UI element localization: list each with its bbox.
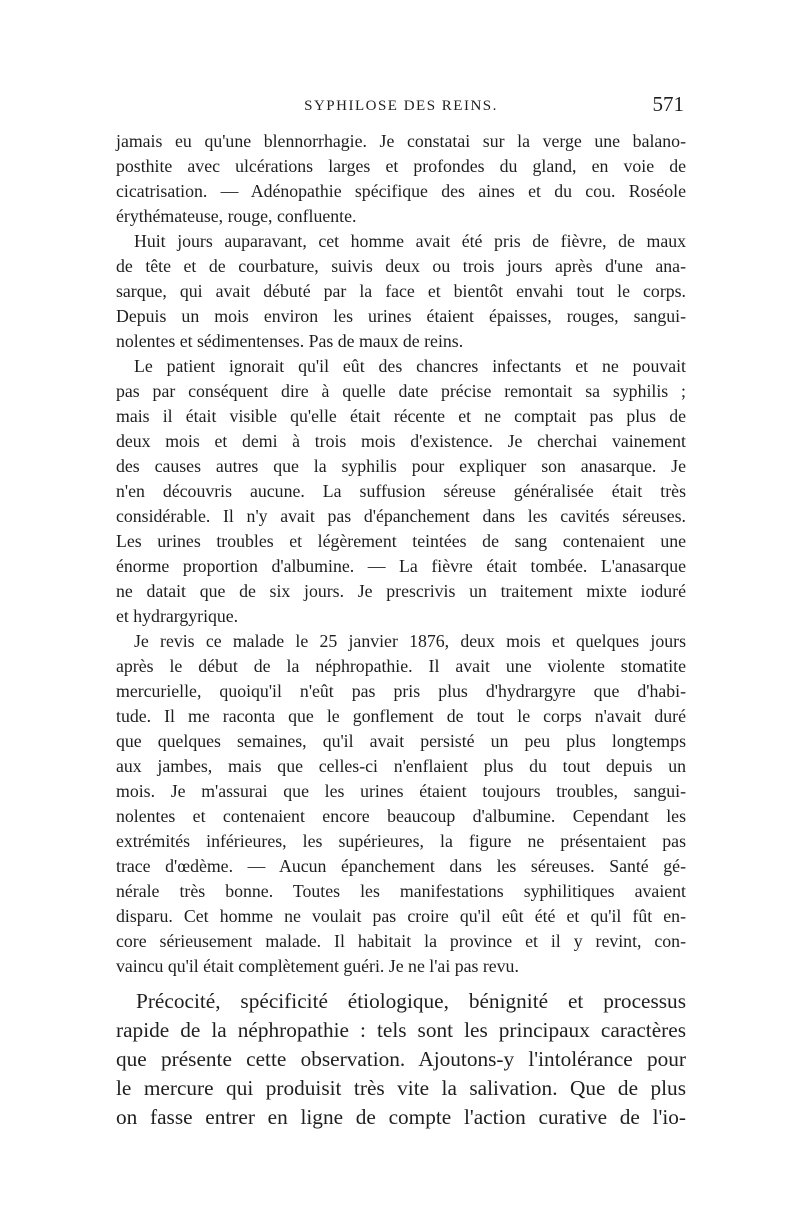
text-line: on fasse entrer en ligne de compte l'action curative de l'io- <box>116 1105 686 1129</box>
text-line: n'en découvris aucune. La suffusion séreuse généralisée était très <box>116 481 686 501</box>
text-line: considérable. Il n'y avait pas d'épanchement dans les cavités séreuses. <box>116 506 686 526</box>
text-line: après le début de la néphropathie. Il avait une violente stomatite <box>116 656 686 676</box>
text-line: Les urines troubles et légèrement teintées de sang contenaient une <box>116 531 686 551</box>
text-line: Depuis un mois environ les urines étaient épaisses, rouges, sangui- <box>116 306 686 326</box>
running-head <box>116 92 686 122</box>
text-line: deux mois et demi à trois mois d'existence. Je cherchai vainement <box>116 431 686 451</box>
text-line: posthite avec ulcérations larges et profondes du gland, en voie de <box>116 156 686 176</box>
text-line: cicatrisation. — Adénopathie spécifique des aines et du cou. Roséole <box>116 181 686 201</box>
text-line: aux jambes, mais que celles-ci n'enflaient plus du tout depuis un <box>116 756 686 776</box>
text-line: pas par conséquent dire à quelle date précise remontait sa syphilis ; <box>116 381 686 401</box>
text-line: jamais eu qu'une blennorrhagie. Je constatai sur la verge une balano- <box>116 131 686 151</box>
text-line: Le patient ignorait qu'il eût des chancres infectants et ne pouvait <box>134 356 686 376</box>
text-line: de tête et de courbature, suivis deux ou trois jours après d'une ana- <box>116 256 686 276</box>
text-line: Précocité, spécificité étiologique, bénignité et processus <box>136 989 686 1013</box>
text-line: le mercure qui produisit très vite la salivation. Que de plus <box>116 1076 686 1100</box>
text-line: énorme proportion d'albumine. — La fièvre était tombée. L'anasarque <box>116 556 686 576</box>
text-line: vaincu qu'il était complètement guéri. Je ne l'ai pas revu. <box>116 956 519 976</box>
text-line: mais il était visible qu'elle était récente et ne comptait pas plus de <box>116 406 686 426</box>
text-line: sarque, qui avait débuté par la face et bientôt envahi tout le corps. <box>116 281 686 301</box>
page-number: 571 <box>652 92 684 116</box>
text-line: et hydrargyrique. <box>116 606 239 626</box>
text-line: que présente cette observation. Ajoutons-y l'intolérance pour <box>116 1047 686 1071</box>
text-line: core sérieusement malade. Il habitait la province et il y revint, con- <box>116 931 686 951</box>
text-line: trace d'œdème. — Aucun épanchement dans les séreuses. Santé gé- <box>116 856 686 876</box>
text-line: disparu. Cet homme ne voulait pas croire qu'il eût été et qu'il fût en- <box>116 906 686 926</box>
text-line: extrémités inférieures, les supérieures, la figure ne présentaient pas <box>116 831 686 851</box>
text-line: mois. Je m'assurai que les urines étaient toujours troubles, sangui- <box>116 781 686 801</box>
text-line: rapide de la néphropathie : tels sont les principaux caractères <box>116 1018 686 1042</box>
text-line: tude. Il me raconta que le gonflement de tout le corps n'avait duré <box>116 706 686 726</box>
text-line: ne datait que de six jours. Je prescrivis un traitement mixte ioduré <box>116 581 686 601</box>
text-line: mercurielle, quoiqu'il n'eût pas pris plus d'hydrargyre que d'habi- <box>116 681 686 701</box>
text-line: Huit jours auparavant, cet homme avait été pris de fièvre, de maux <box>134 231 686 251</box>
text-line: nolentes et sédimentenses. Pas de maux de reins. <box>116 331 464 351</box>
running-title: SYPHILOSE DES REINS. <box>304 98 498 114</box>
text-line: nérale très bonne. Toutes les manifestations syphilitiques avaient <box>116 881 686 901</box>
text-line: érythémateuse, rouge, confluente. <box>116 206 357 226</box>
text-line: Je revis ce malade le 25 janvier 1876, deux mois et quelques jours <box>134 631 686 651</box>
text-line: des causes autres que la syphilis pour expliquer son anasarque. Je <box>116 456 686 476</box>
text-line: nolentes et contenaient encore beaucoup d'albumine. Cependant les <box>116 806 686 826</box>
text-line: que quelques semaines, qu'il avait persisté un peu plus longtemps <box>116 731 686 751</box>
